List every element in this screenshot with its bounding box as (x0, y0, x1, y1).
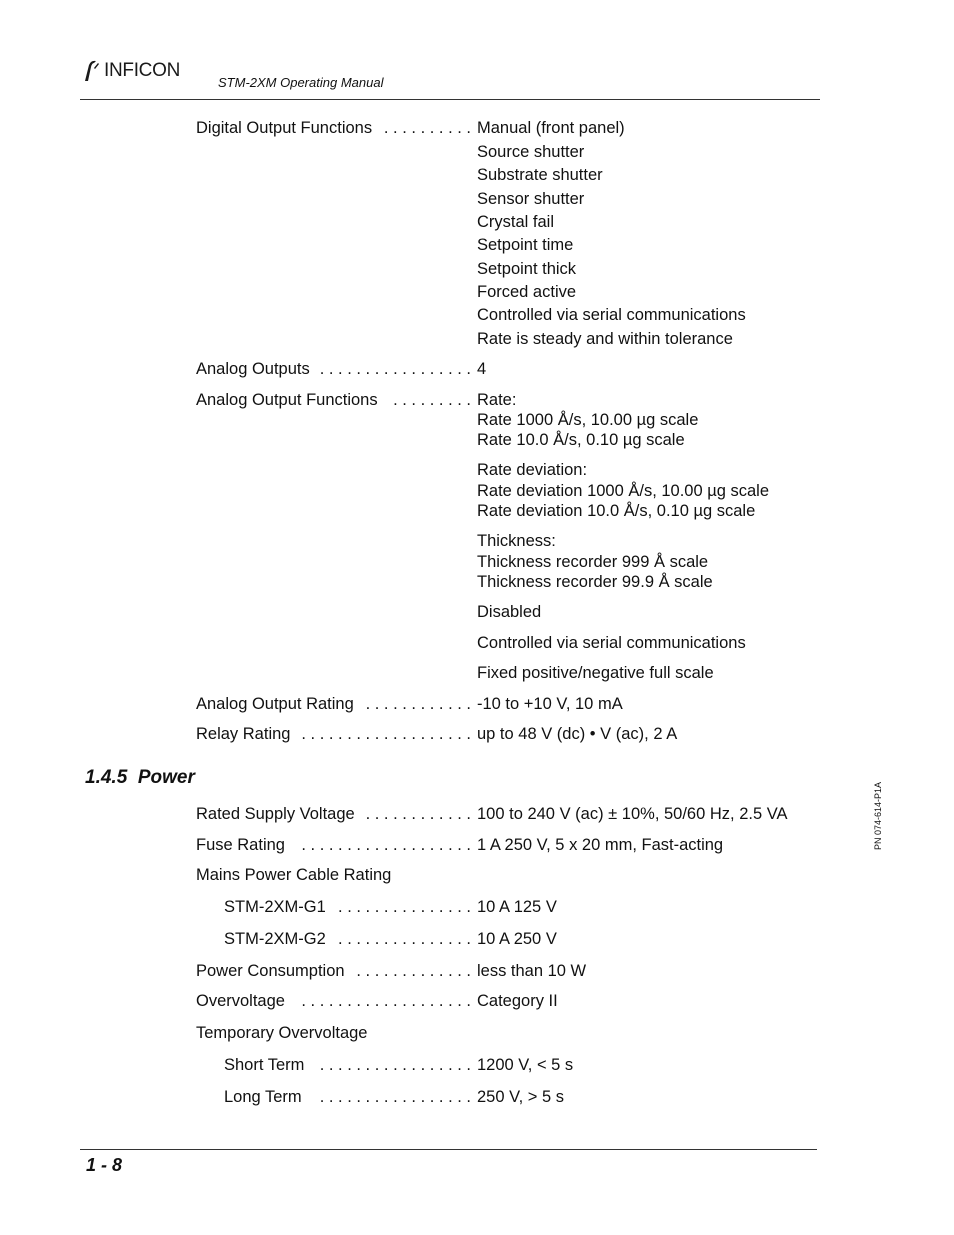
spec-overvoltage (0, 991, 954, 1013)
spec-label: STM-2XM-G1 (224, 898, 326, 916)
spec-value: Rate deviation 10.0 Å/s, 0.10 µg scale (477, 502, 756, 520)
leader-dots: . . . . . . . . . . . . . . . (338, 930, 471, 948)
leader-dots: . . . . . . . . . . . . . . . (338, 898, 471, 916)
spec-value: -10 to +10 V, 10 mA (477, 695, 623, 713)
spec-analog-output-functions (0, 390, 954, 690)
section-title: Power (137, 767, 195, 788)
leader-dots: . . . . . . . . . . (383, 119, 471, 137)
section-heading (85, 767, 195, 789)
spec-value: Thickness recorder 99.9 Å scale (477, 573, 713, 591)
spec-label: Power Consumption (196, 962, 345, 980)
spec-value: Rate is steady and within tolerance (477, 330, 733, 348)
spec-value: 250 V, > 5 s (477, 1088, 565, 1106)
leader-dots: . . . . . . . . . . . . . (356, 962, 471, 980)
spec-value: Rate: (477, 391, 517, 409)
spec-value: Crystal fail (477, 213, 555, 231)
spec-stm-2xm-g1 (0, 897, 954, 919)
leader-dots: . . . . . . . . . . . . . . . . . . . (301, 992, 471, 1010)
spec-value: Rate 1000 Å/s, 10.00 µg scale (477, 411, 699, 429)
spec-value: Controlled via serial communications (477, 306, 746, 324)
spec-label: Rated Supply Voltage (196, 805, 355, 823)
spec-label: Analog Output Functions (196, 391, 378, 409)
spec-analog-output-rating (0, 694, 954, 716)
spec-value: Disabled (477, 603, 542, 621)
footer-rule (80, 1149, 817, 1150)
spec-value: Substrate shutter (477, 166, 603, 184)
spec-value: 10 A 125 V (477, 898, 557, 916)
page-number: 1 - 8 (86, 1155, 123, 1175)
leader-dots: . . . . . . . . . . . . . . . . . (319, 1056, 471, 1074)
spec-label: Relay Rating (196, 725, 291, 743)
spec-value: Setpoint time (477, 236, 574, 254)
spec-label: Temporary Overvoltage (196, 1024, 368, 1042)
spec-value: Manual (front panel) (477, 119, 625, 137)
spec-label: STM-2XM-G2 (224, 930, 326, 948)
spec-mains-power-cable-rating (0, 865, 954, 887)
spec-value: up to 48 V (dc) • V (ac), 2 A (477, 725, 678, 743)
spec-value: less than 10 W (477, 962, 587, 980)
header-rule (80, 99, 820, 100)
spec-power-consumption (0, 961, 954, 983)
spec-value: Source shutter (477, 143, 585, 161)
leader-dots: . . . . . . . . . . . . (365, 695, 471, 713)
spec-value: Thickness recorder 999 Å scale (477, 553, 709, 571)
spec-label: Mains Power Cable Rating (196, 866, 392, 884)
spec-label: Analog Output Rating (196, 695, 354, 713)
spec-label: Fuse Rating (196, 836, 285, 854)
spec-value: 1200 V, < 5 s (477, 1056, 574, 1074)
spec-value: Thickness: (477, 532, 556, 550)
spec-relay-rating (0, 724, 954, 746)
inficon-logo (82, 58, 180, 84)
spec-value: Sensor shutter (477, 190, 585, 208)
spec-value: 1 A 250 V, 5 x 20 mm, Fast-acting (477, 836, 724, 854)
spec-value: Category II (477, 992, 558, 1010)
spec-label: Overvoltage (196, 992, 285, 1010)
leader-dots: . . . . . . . . . . . . (365, 805, 471, 823)
inficon-logo-icon (82, 59, 102, 83)
spec-value: Rate deviation 1000 Å/s, 10.00 µg scale (477, 482, 770, 500)
spec-value: 10 A 250 V (477, 930, 557, 948)
spec-value: Controlled via serial communications (477, 634, 746, 652)
logo-text: INFICON (104, 60, 181, 81)
spec-value: Rate 10.0 Å/s, 0.10 µg scale (477, 431, 685, 449)
spec-rated-supply-voltage (0, 804, 954, 826)
spec-label: Short Term (224, 1056, 305, 1074)
spec-value: 100 to 240 V (ac) ± 10%, 50/60 Hz, 2.5 VA (477, 805, 788, 823)
spec-digital-output-functions (0, 118, 954, 358)
spec-stm-2xm-g2 (0, 929, 954, 951)
spec-value: Forced active (477, 283, 577, 301)
spec-short-term (0, 1055, 954, 1077)
leader-dots: . . . . . . . . . . . . . . . . . (319, 1088, 471, 1106)
spec-value: Setpoint thick (477, 260, 577, 278)
spec-fuse-rating (0, 835, 954, 857)
spec-label: Analog Outputs (196, 360, 310, 378)
spec-long-term (0, 1087, 954, 1109)
spec-temporary-overvoltage (0, 1023, 954, 1045)
leader-dots: . . . . . . . . . . . . . . . . . (319, 360, 471, 378)
spec-label: Long Term (224, 1088, 302, 1106)
spec-value: Rate deviation: (477, 461, 588, 479)
spec-value: 4 (477, 360, 487, 378)
spec-label: Digital Output Functions (196, 119, 373, 137)
section-number: 1.4.5 (85, 767, 128, 788)
leader-dots: . . . . . . . . . (393, 391, 471, 409)
leader-dots: . . . . . . . . . . . . . . . . . . . (301, 725, 471, 743)
header-title: STM-2XM Operating Manual (218, 75, 384, 90)
spec-value: Fixed positive/negative full scale (477, 664, 714, 682)
leader-dots: . . . . . . . . . . . . . . . . . . . (301, 836, 471, 854)
part-number: PN 074-614-P1A (873, 781, 883, 850)
spec-analog-outputs (0, 359, 954, 381)
